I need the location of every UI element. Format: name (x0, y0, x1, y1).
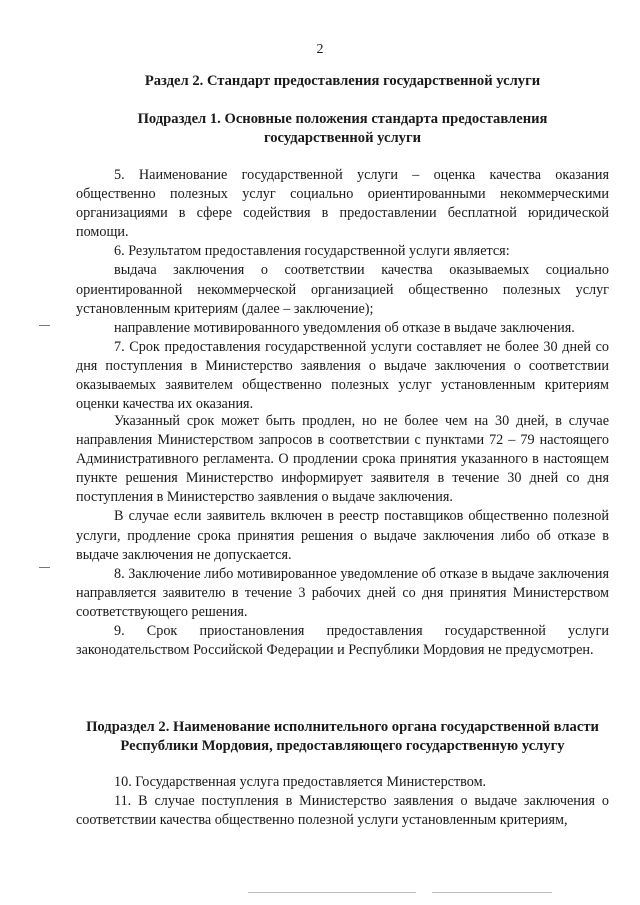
margin-mark (39, 325, 50, 326)
paragraph-10: 10. Государственная услуга предоставляется Министерством. (114, 774, 487, 790)
section-title: Раздел 2. Стандарт предоставления государственной услуги (144, 73, 541, 89)
paragraph-6-result-2: направление мотивированного уведомления об отказе в выдаче заключения. (114, 319, 575, 336)
subsection1-title-line2: государственной услуги (263, 130, 422, 146)
paragraph-7-extension: Указанный срок может быть продлен, но не более чем на 30 дней, в случае направления Министерством запросов в соответствии с пунктами 72 – 79 настоящего Административного регламента. О продлении срока принятия указанного в настоящем пункте решения Министерство информирует заявителя в течение 30 дней со дня поступления в Министерство заявления о выдаче заключения. (76, 413, 609, 506)
page-number: 2 (316, 42, 324, 57)
subsection1-body-b (76, 412, 609, 660)
subsection1-title-line1: Подраздел 1. Основные положения стандарта предоставления (137, 111, 548, 127)
paragraph-7-registry: В случае если заявитель включен в реестр поставщиков общественно полезной услуги, продление срока принятия решения о выдаче заключения либо об отказе в выдаче заключения не допускается. (76, 508, 609, 563)
paragraph-8: 8. Заключение либо мотивированное уведомление об отказе в выдаче заключения направляется заявителю в течение 3 рабочих дней со дня принятия Министерством соответствующего решения. (76, 565, 609, 620)
bottom-scan-line (432, 892, 552, 893)
subsection1-body-a (76, 166, 609, 414)
subsection2-body (76, 773, 609, 830)
paragraph-7: 7. Срок предоставления государственной услуги составляет не более 30 дней со дня поступления в Министерство заявления о выдаче заключения о соответствии оказываемых заявителем общественно полезных услуг установленным критериям оценки качества их оказания. (76, 338, 609, 413)
subsection2-title-line1: Подраздел 2. Наименование исполнительного органа государственной власти (86, 719, 599, 735)
subsection2-title-line2: Республики Мордовия, предоставляющего государственную услугу (120, 738, 565, 754)
paragraph-9: 9. Срок приостановления предоставления государственной услуги законодательством Российской Федерации и Республики Мордовия не предусмотрен. (76, 623, 609, 659)
paragraph-6: 6. Результатом предоставления государственной услуги является: (114, 243, 510, 260)
paragraph-11: 11. В случае поступления в Министерство заявления о выдаче заключения о соответствии качества общественно полезной услуги установленным критериям, (76, 793, 609, 829)
margin-mark (39, 567, 50, 568)
paragraph-5: 5. Наименование государственной услуги – оценка качества оказания общественно полезных услуг социально ориентированными некоммерческими организациями в сфере содействия в предоставлении бесплатной юридической помощи. (76, 167, 609, 241)
paragraph-6-result-1: выдача заключения о соответствии качества оказываемых социально ориентированной некоммерческой организацией общественно полезных услуг установленным критериям (далее – заключение); (76, 262, 609, 317)
bottom-scan-line (248, 892, 416, 893)
